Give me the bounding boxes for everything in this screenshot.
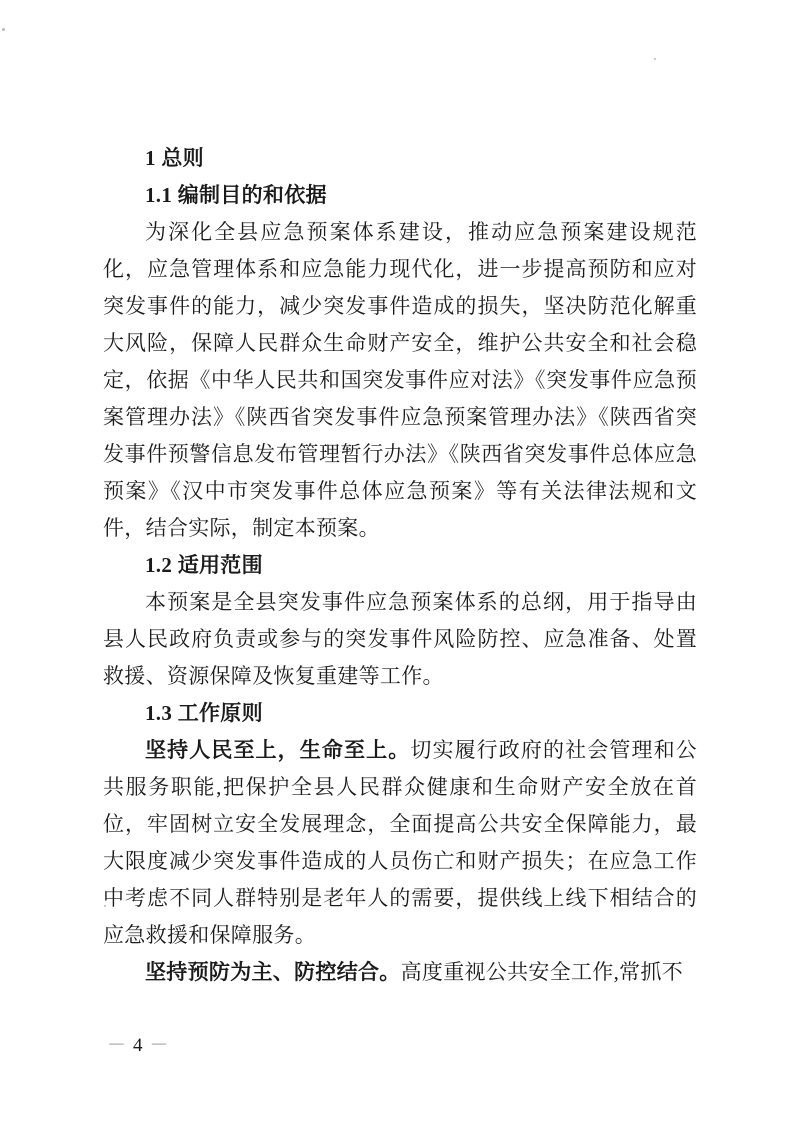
- document-body: [103, 140, 697, 991]
- paragraph-principle-prevention-first: [103, 954, 697, 991]
- heading-1-2-scope: 1.2 适用范围: [145, 553, 263, 577]
- heading-1-3-principles: 1.3 工作原则: [145, 701, 263, 725]
- page-number-dash-left: －: [107, 1035, 128, 1056]
- scan-speck: [2, 28, 5, 31]
- text-run: 坚持预防为主、防控结合。: [145, 960, 401, 984]
- text-run: 本预案是全县突发事件应急预案体系的总纲，用于指导由县人民政府负责或参与的突发事件风险防控、应急准备、处置救援、资源保障及恢复重建等工作。: [103, 590, 697, 688]
- paragraph-scope: [103, 584, 697, 695]
- scan-speck: [654, 58, 656, 60]
- text-run: 坚持人民至上，生命至上。: [145, 738, 411, 762]
- page-number: [101, 1034, 176, 1058]
- text-run: 切实履行政府的社会管理和公共服务职能,把保护全县人民群众健康和生命财产安全放在首位，牢固树立安全发展理念，全面提高公共安全保障能力，最大限度减少突发事件造成的人员伤亡和财产损失；在应急工作中考虑不同人群特别是老年人的需要，提供线上线下相结合的应急救援和保障服务。: [103, 738, 697, 947]
- paragraph-principle-people-first: [103, 732, 697, 954]
- text-run: 高度重视公共安全工作,常抓不: [400, 960, 684, 984]
- heading-1-1-purpose-basis: 1.1 编制目的和依据: [145, 183, 327, 207]
- page-number-dash-right: －: [149, 1035, 170, 1056]
- text-run: 为深化全县应急预案体系建设，推动应急预案建设规范化，应急管理体系和应急能力现代化，进一步提高预防和应对突发事件的能力，减少突发事件造成的损失，坚决防范化解重大风险，保障人民群众生命财产安全，维护公共安全和社会稳定，依据《中华人民共和国突发事件应对法》《突发事件应急预案管理办法》《陕西省突发事件应急预案管理办法》《陕西省突发事件预警信息发布管理暂行办法》《陕西省突发事件总体应急预案》《汉中市突发事件总体应急预案》等有关法律法规和文件，结合实际，制定本预案。: [103, 220, 697, 540]
- paragraph-purpose-basis: [103, 214, 697, 547]
- page-number-value: 4: [133, 1035, 144, 1056]
- heading-1-general-rules: 1 总则: [145, 146, 204, 170]
